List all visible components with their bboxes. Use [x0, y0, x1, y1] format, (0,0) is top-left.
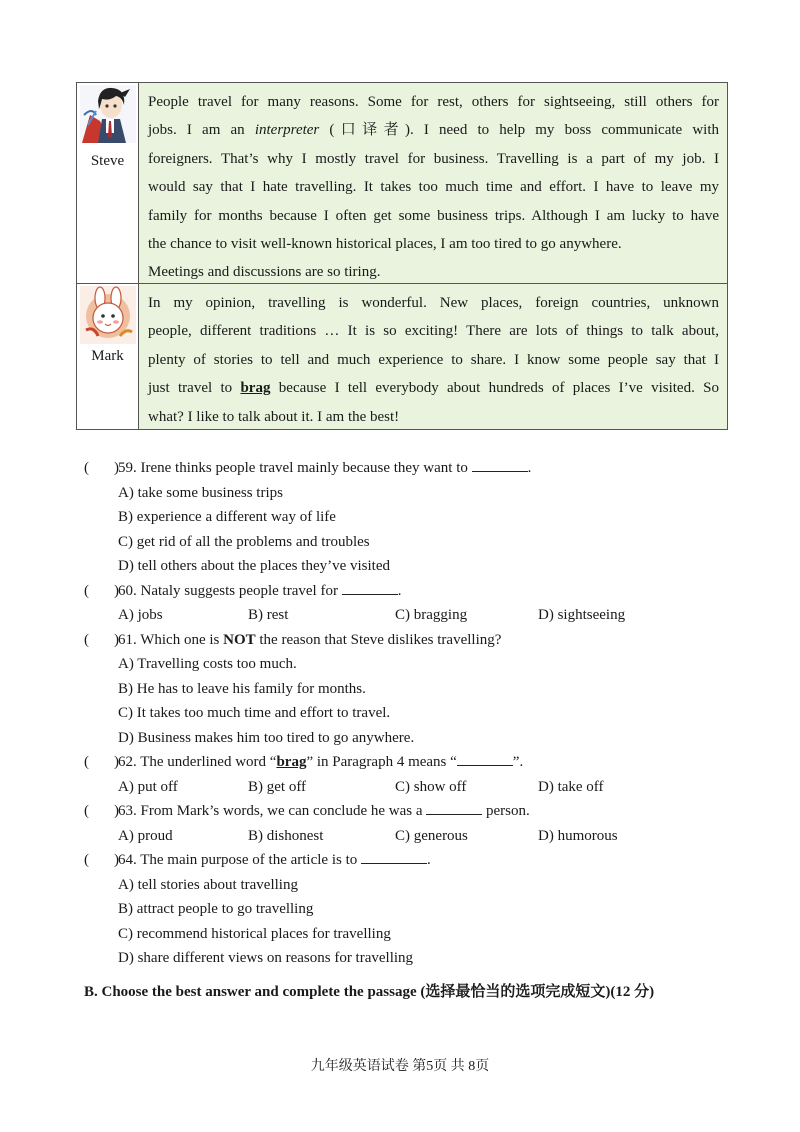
q62-options [84, 775, 744, 800]
q60-option-a: A) jobs [118, 607, 163, 623]
q59-option-c: C) get rid of all the problems and troubles [118, 533, 370, 550]
q63-option-c: C) generous [395, 827, 468, 844]
steve-line-3: foreigners. That’s why I mostly travel for business. Travelling is a part of my job. I [148, 150, 719, 167]
section-b-heading: B. Choose the best answer and complete the passage (选择最恰当的选项完成短文)(12 分) [84, 984, 655, 1000]
steve-line-5: family for months because I often get some business trips. Although I am lucky to have [148, 207, 719, 224]
mark-line-1: In my opinion, travelling is wonderful. New places, foreign countries, unknown [148, 295, 719, 311]
blank-63 [426, 800, 482, 815]
q61-option-b: B) He has to leave his family for months. [118, 680, 366, 697]
q62-option-b: B) get off [248, 778, 307, 795]
steve-name: Steve [90, 153, 125, 169]
question-62: ( ) 62. The underlined word “brag” in Paragraph 4 means “ ”. [84, 750, 744, 775]
passage-row-steve [77, 83, 727, 284]
q63-option-d: D) humorous [538, 827, 618, 844]
mark-avatar-icon [80, 286, 136, 344]
question-63: ( ) 63. From Mark’s words, we can conclude he was a person. [84, 799, 744, 824]
steve-line-7: Meetings and discussions are so tiring. [148, 264, 381, 281]
avatar-cell-mark [77, 284, 139, 429]
brag-word: brag [240, 380, 271, 397]
passage-row-mark [77, 284, 727, 429]
passage-table [76, 82, 728, 430]
question-59: ( ) 59. Irene thinks people travel mainly because they want to . [84, 456, 744, 481]
answer-paren-open: ( [84, 460, 89, 476]
page-footer: 九年级英语试卷 第5页 共 8页 [310, 1059, 490, 1074]
q61-option-a: A) Travelling costs too much. [118, 656, 297, 672]
q59-option-b: B) experience a different way of life [118, 509, 336, 525]
steve-line-4: would say that I hate travelling. It takes too much time and effort. I have to leave my [148, 179, 719, 196]
q60-option-d: D) sightseeing [538, 607, 626, 623]
steve-line-1: People travel for many reasons. Some for rest, others for sightseeing, still others for [148, 94, 719, 110]
q61-option-d: D) Business makes him too tired to go anywhere. [118, 729, 415, 746]
mark-line-3: plenty of stories to tell and much experience to share. I know some people say that I [148, 351, 719, 368]
q59-option-d: D) tell others about the places they’ve visited [118, 558, 390, 574]
question-64: ( ) 64. The main purpose of the article is to . [84, 848, 744, 873]
mark-paragraph [139, 284, 727, 429]
q63-option-a: A) proud [118, 827, 173, 844]
answer-paren-close: ) [114, 460, 119, 476]
blank-60 [342, 580, 398, 595]
questions-section [84, 456, 744, 971]
q62-option-c: C) show off [395, 778, 467, 795]
mark-name: Mark [91, 348, 124, 364]
q59-option-a: A) take some business trips [118, 484, 283, 501]
blank-64 [361, 849, 427, 864]
q64-option-d: D) share different views on reasons for travelling [118, 950, 414, 966]
blank-62 [457, 751, 513, 766]
mark-line-4: just travel to brag because I tell everybody about hundreds of places I’ve visited. So [148, 380, 719, 397]
q63-option-b: B) dishonest [248, 827, 324, 844]
q64-option-a: A) tell stories about travelling [118, 876, 298, 893]
q63-options [84, 824, 744, 849]
q60-option-b: B) rest [248, 607, 289, 623]
q62-option-d: D) take off [538, 778, 604, 795]
q62-option-a: A) put off [118, 778, 178, 795]
interpreter-word: interpreter [254, 122, 320, 139]
question-61: ( ) 61. Which one is NOT the reason that Steve dislikes travelling? [84, 631, 502, 648]
q60-options [84, 603, 744, 628]
steve-paragraph [139, 83, 727, 283]
steve-line-2: jobs. I am an interpreter (口译者). I need to help my boss communicate with [148, 122, 720, 139]
steve-line-6: the chance to visit well-known historical places, I am too tired to go anywhere. [148, 236, 622, 253]
mark-line-5: what? I like to talk about it. I am the best! [148, 408, 400, 425]
blank-59 [472, 457, 528, 472]
steve-avatar-icon [80, 85, 136, 143]
question-60: ( ) 60. Nataly suggests people travel for . [84, 579, 744, 604]
q61-option-c: C) It takes too much time and effort to travel. [118, 705, 391, 721]
mark-line-2: people, different traditions … It is so exciting! There are lots of things to talk about, [148, 323, 719, 340]
q60-option-c: C) bragging [395, 607, 468, 623]
q64-option-c: C) recommend historical places for travelling [118, 925, 391, 942]
q64-option-b: B) attract people to go travelling [118, 901, 314, 917]
avatar-cell-steve [77, 83, 139, 283]
